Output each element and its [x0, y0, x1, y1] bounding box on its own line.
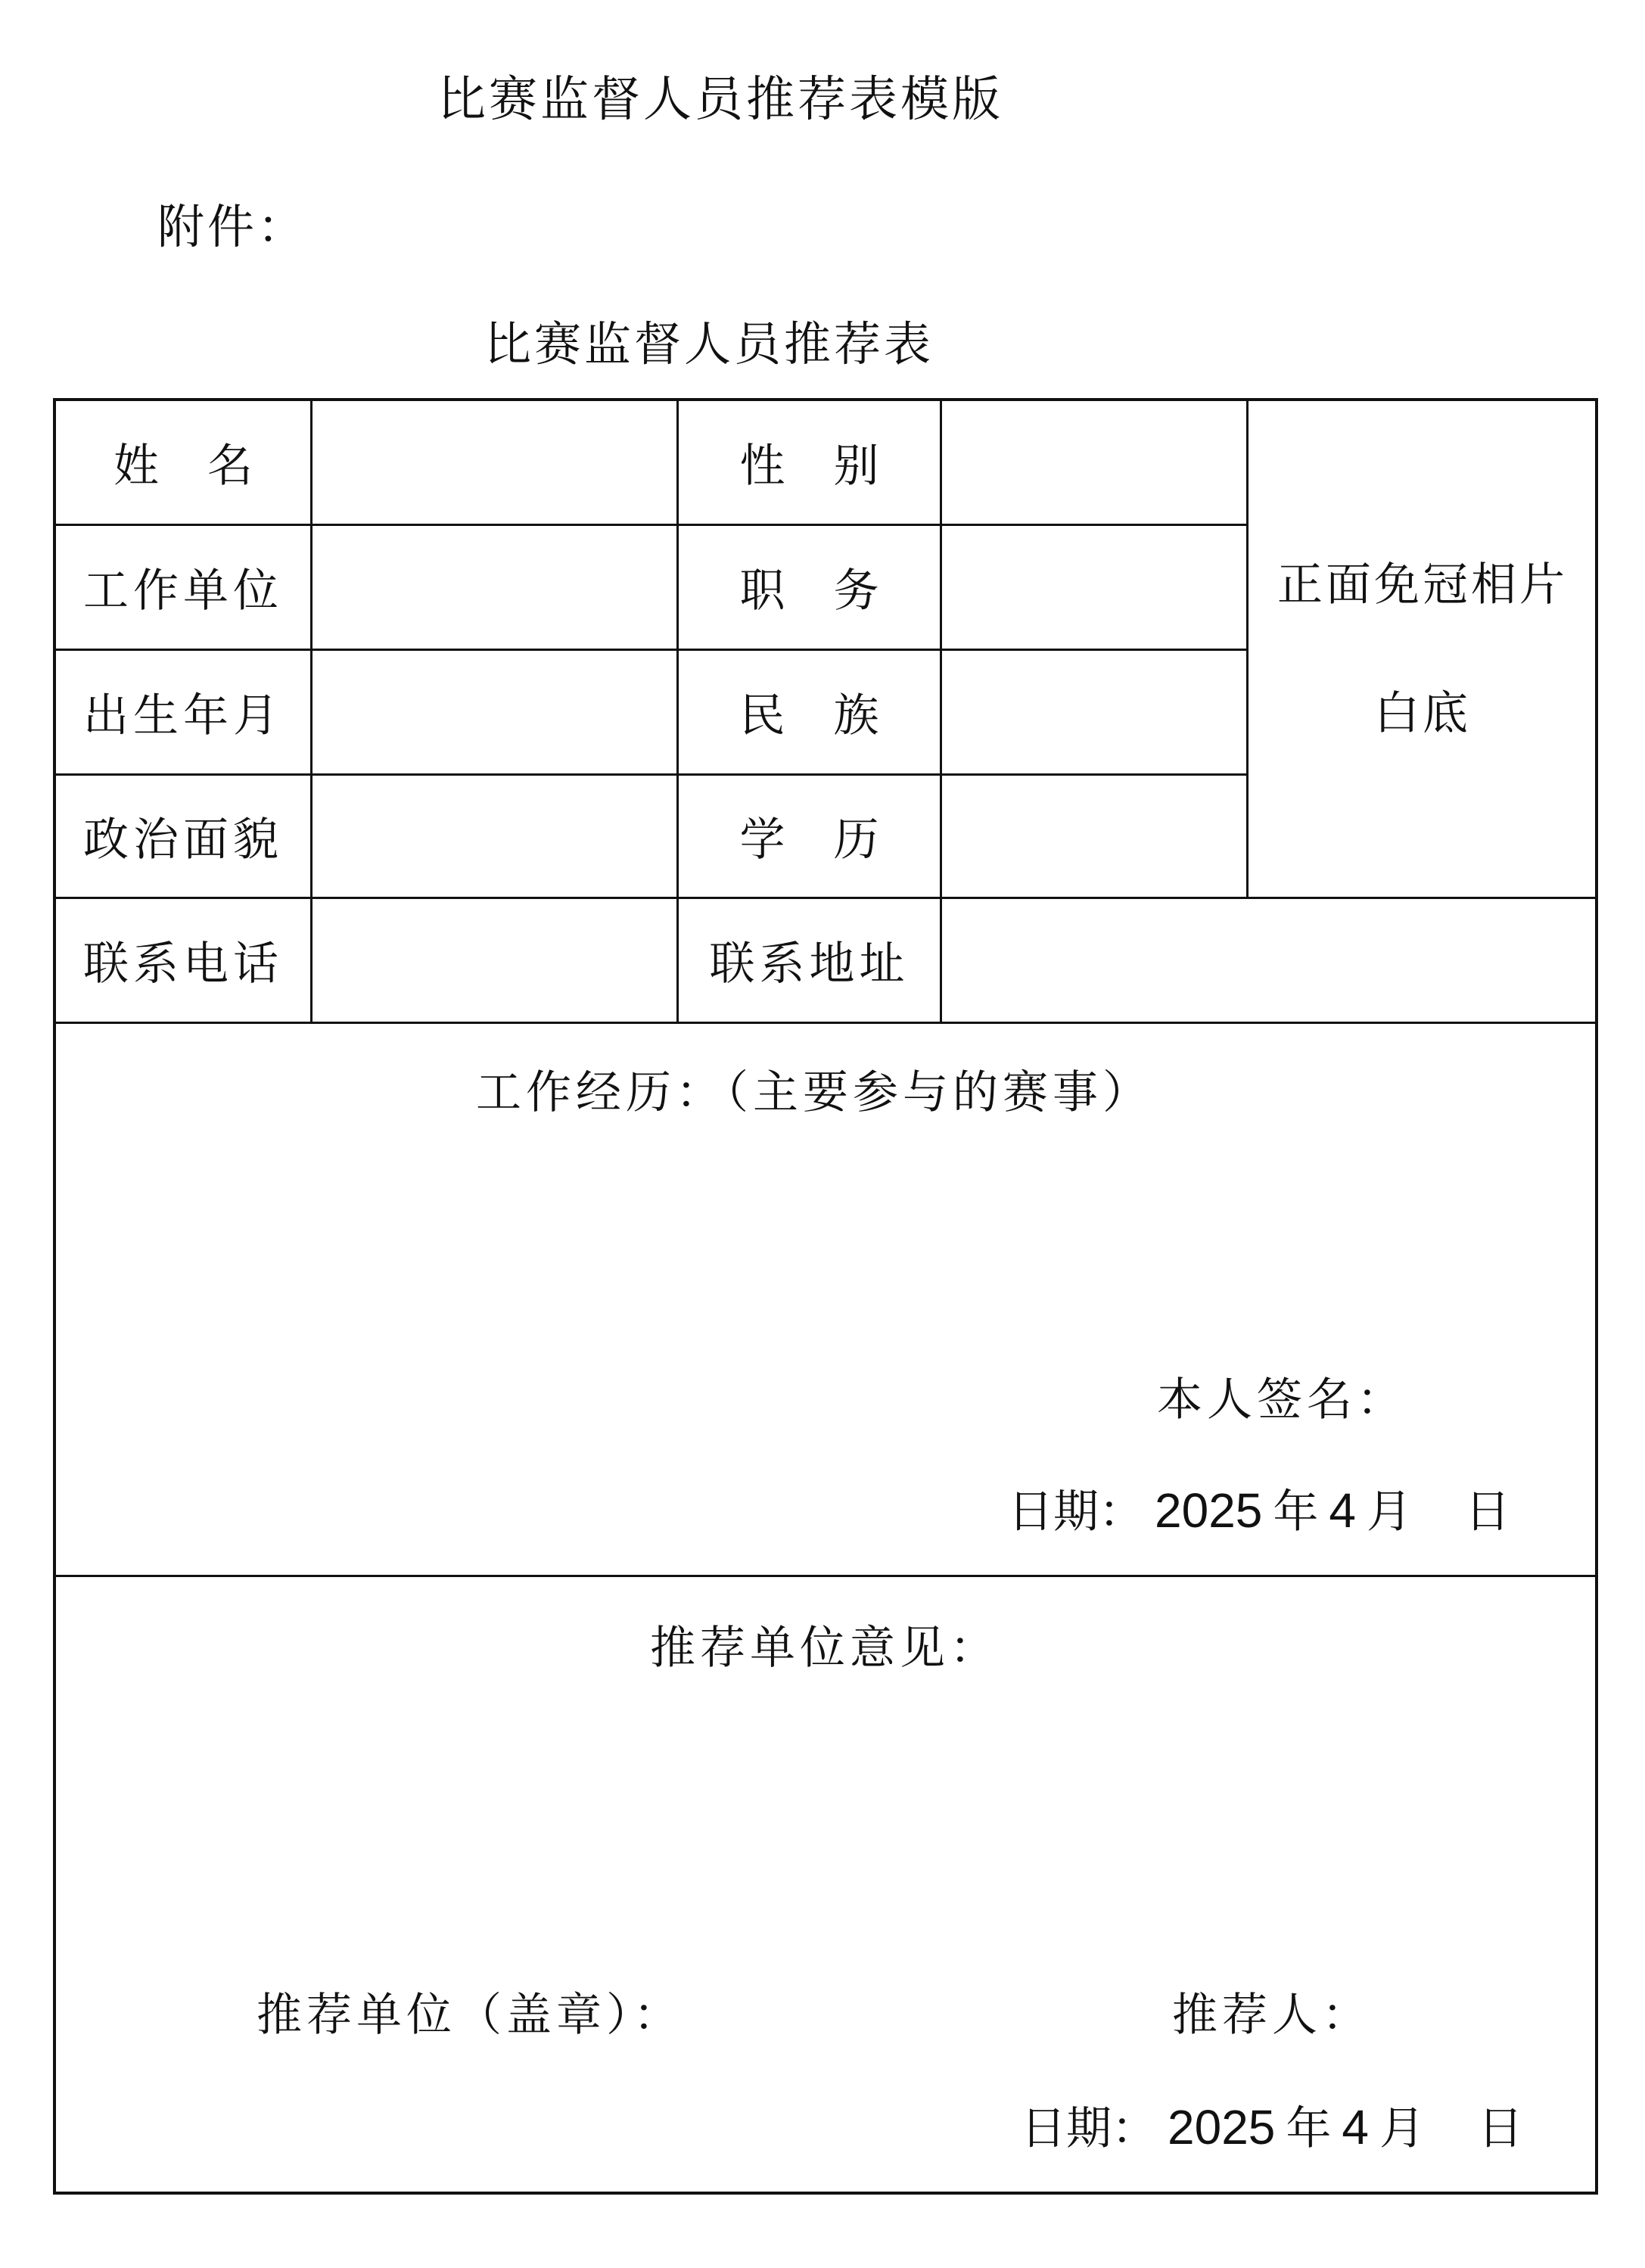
date-prefix: 日期： [1008, 1486, 1144, 1538]
label-education: 学历 [739, 814, 928, 866]
date-prefix: 日期： [1021, 2102, 1157, 2155]
date-year-unit: 年 [1273, 1486, 1319, 1538]
self-signature-label: 本人签名： [1157, 1374, 1407, 1426]
label-position: 职务 [739, 565, 928, 618]
document-title: 比赛监督人员推荐表模版 [437, 72, 1003, 128]
work-history-date [1008, 1476, 1510, 1541]
label-address: 联系地址 [709, 938, 910, 991]
position-field[interactable] [942, 526, 1246, 649]
ethnicity-field[interactable] [942, 651, 1246, 773]
label-political-status: 政治面貌 [83, 814, 283, 866]
name-field[interactable] [313, 401, 676, 524]
photo-placeholder[interactable] [1249, 401, 1597, 897]
birth-field[interactable] [313, 651, 676, 773]
label-name: 姓名 [114, 440, 301, 493]
political-status-field[interactable] [313, 776, 676, 897]
recommendation-opinion-field[interactable] [56, 1680, 1597, 1922]
date-month: 4 [1329, 1483, 1356, 1538]
date-month-unit: 月 [1379, 2102, 1425, 2155]
label-phone: 联系电话 [83, 938, 283, 991]
date-year: 2025 [1168, 2100, 1276, 2154]
work-unit-field[interactable] [313, 526, 676, 649]
photo-background-note: 白底 [1374, 686, 1471, 740]
date-year: 2025 [1155, 1483, 1263, 1538]
row-divider [56, 1022, 1597, 1024]
section-divider [56, 1575, 1597, 1577]
recommending-unit-label: 推荐单位（盖章）： [257, 1989, 683, 2042]
label-gender: 性别 [739, 440, 928, 493]
education-field[interactable] [942, 776, 1246, 897]
work-history-title: 工作经历：（主要参与的赛事） [476, 1066, 1152, 1119]
label-work-unit: 工作单位 [83, 565, 283, 618]
date-month: 4 [1342, 2100, 1369, 2154]
recommendation-date [1021, 2092, 1523, 2158]
attachment-label: 附件： [157, 199, 308, 254]
recommender-label: 推荐人： [1172, 1989, 1372, 2042]
recommendation-title: 推荐单位意见： [650, 1622, 1000, 1675]
label-birth: 出生年月 [83, 689, 283, 742]
date-year-unit: 年 [1286, 2102, 1332, 2155]
label-ethnicity: 民族 [739, 689, 928, 742]
gender-field[interactable] [942, 401, 1246, 524]
address-field[interactable] [942, 899, 1597, 1022]
date-day-unit: 日 [1464, 1486, 1510, 1538]
photo-instruction: 正面免冠相片 [1277, 558, 1568, 611]
form-title: 比赛监督人员推荐表 [484, 316, 934, 372]
date-month-unit: 月 [1366, 1486, 1412, 1538]
date-day-unit: 日 [1477, 2102, 1523, 2155]
phone-field[interactable] [313, 899, 676, 1022]
recommendation-form [53, 398, 1598, 2195]
